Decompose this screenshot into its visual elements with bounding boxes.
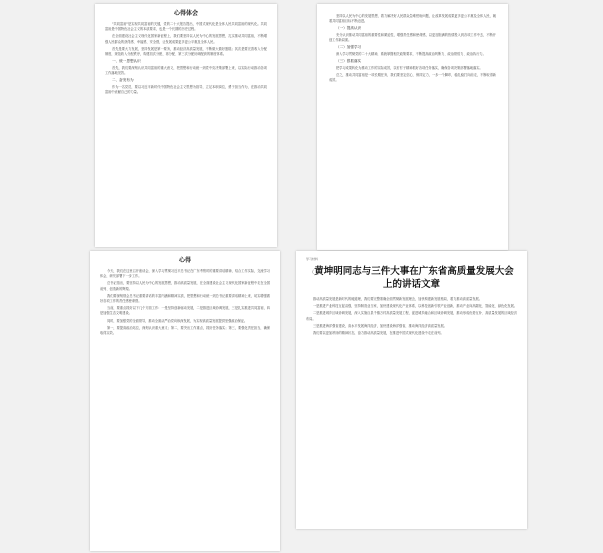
document-page-3	[90, 251, 280, 551]
section-heading: （二）加强学习	[336, 45, 362, 50]
document-page-1	[95, 4, 277, 247]
paragraph: 作为一名党员，要以习近平新时代中国特色社会主义思想为指导，立足本职岗位，勇于担当作为，在推动共同富裕中贡献自己的力量。	[105, 84, 267, 95]
paragraph: 首先，我们要深刻认识共同富裕的重大意义，把思想和行动统一到党中央决策部署上来，以实际行动推动各项工作落地见效。	[105, 65, 267, 76]
document-page-2	[317, 4, 508, 250]
paragraph: 在全面建设社会主义现代化国家新征程上，我们要坚持以人民为中心的发展思想，扎实推动共同富裕，不断增强人民群众的获得感、幸福感、安全感，让发展成果更多更公平惠及全体人民。	[105, 34, 267, 44]
paragraph: 坚持以人民为中心的发展思想，着力解决好人民群众急难愁盼问题，让改革发展成果更多更公平惠及全体人民，朝着共同富裕目标不断迈进。	[329, 14, 496, 24]
document-page-4	[296, 251, 527, 529]
title-text: 黄坤明同志与三件大事在广东省高质量发展大会上的讲话文章	[314, 266, 514, 290]
page-header: 学习材料	[306, 257, 319, 261]
paragraph: 二是推进城乡区域协调发展，深入实施百县千镇万村高质量发展工程，促进城乡融合和区域协调发展，推动形成优势互补、高质量发展的区域经济布局。	[306, 311, 517, 321]
paragraph: 三是推进海洋强省建设，高水平发展海洋经济，加快建设海洋强省，推动海洋经济高质量发展。	[313, 323, 447, 328]
paragraph: 深入学习贯彻党的二十大精神，系统掌握相关政策要求，不断提高政治判断力、政治领悟力、政治执行力。	[336, 52, 486, 56]
paragraph: 总书记指出，要坚持以人民为中心的发展思想，推动高质量发展，在全面建设社会主义现代化国家新征程中走在全国前列、创造新的辉煌。	[100, 281, 270, 291]
page-title: 心得体会	[173, 10, 198, 17]
paragraph: 今天，我们在这里召开座谈会，深入学习贯彻习近平总书记在广东考察时的重要讲话精神，结合工作实际，交流学习体会，研究部署下一步工作。	[100, 269, 270, 279]
paragraph: "共同富裕"是实现共同富裕的关键，党的二十大报告提出，中国式现代化是全体人民共同富裕的现代化。共同富裕是中国特色社会主义的本质要求，也是一个长期的历史过程。	[105, 22, 267, 32]
paragraph: 当前，要重点抓好以下几个方面工作：一是坚持创新驱动发展，二是推进区域协调发展，三是扎实推进共同富裕，四是加强生态文明建设。	[100, 306, 270, 316]
paragraph: 第一，要提高政治站位，深刻认识重大意义；第二，要突出工作重点，抓好任务落实；第三，要强化责任担当，确保取得实效。	[100, 325, 270, 336]
section-heading: （一）提高认识	[336, 26, 362, 31]
section-heading: 二、奋发有为	[112, 78, 134, 83]
title-prefix: （	[309, 270, 315, 276]
paragraph: 把学习成果转化为推动工作的实际成效，以钉钉子精神抓好各项任务落实，确保各项决策部署落地落实。	[336, 65, 483, 70]
paragraph: 充分认识推动共同富裕的重要性和紧迫性，增强责任感和使命感，以更加饱满的热情投入到各项工作中去，不断开创工作新局面。	[329, 33, 496, 43]
paragraph: 推动高质量发展是新时代的硬道理，我们要完整准确全面贯彻新发展理念，加快构建新发展格局，着力推动高质量发展。	[313, 297, 482, 301]
paragraph: 我们要深刻领会总书记重要讲话的丰富内涵和精神实质，把思想和行动统一到总书记重要讲话精神上来，切实增强做好各项工作的责任感使命感。	[100, 293, 270, 304]
paragraph: 一是推进产业科技互促双强，坚持制造业当家，加快建设现代化产业体系，以科技创新引领产业创新，推动产业向高端化、智能化、绿色化发展。	[313, 304, 517, 309]
page-title: 心得	[178, 257, 191, 264]
document-title	[306, 266, 517, 291]
paragraph: 我们要以更加昂扬的精神状态，奋力推动高质量发展，在推进中国式现代化建设中走在前列。	[313, 331, 444, 336]
paragraph: 总之，推动共同富裕是一项长期任务，我们要坚定信心、保持定力，一步一个脚印，稳扎稳打向前走，不断取得新成效。	[329, 73, 496, 83]
paragraph: 首先是要大力发展，坚持发展是第一要务，推动经济高质量发展，不断做大做好蛋糕；其次是要完善收入分配制度，规范收入分配秩序，构建初次分配、再分配、第三次分配协调配套的制度体系。	[105, 46, 267, 57]
paragraph: 同时，要加强党的全面领导，推动全面从严治党向纵深发展，为实现高质量发展提供坚强政治保证。	[107, 318, 248, 323]
section-heading: 一、统一思想认识	[112, 59, 141, 64]
section-heading: （三）狠抓落实	[336, 59, 362, 64]
